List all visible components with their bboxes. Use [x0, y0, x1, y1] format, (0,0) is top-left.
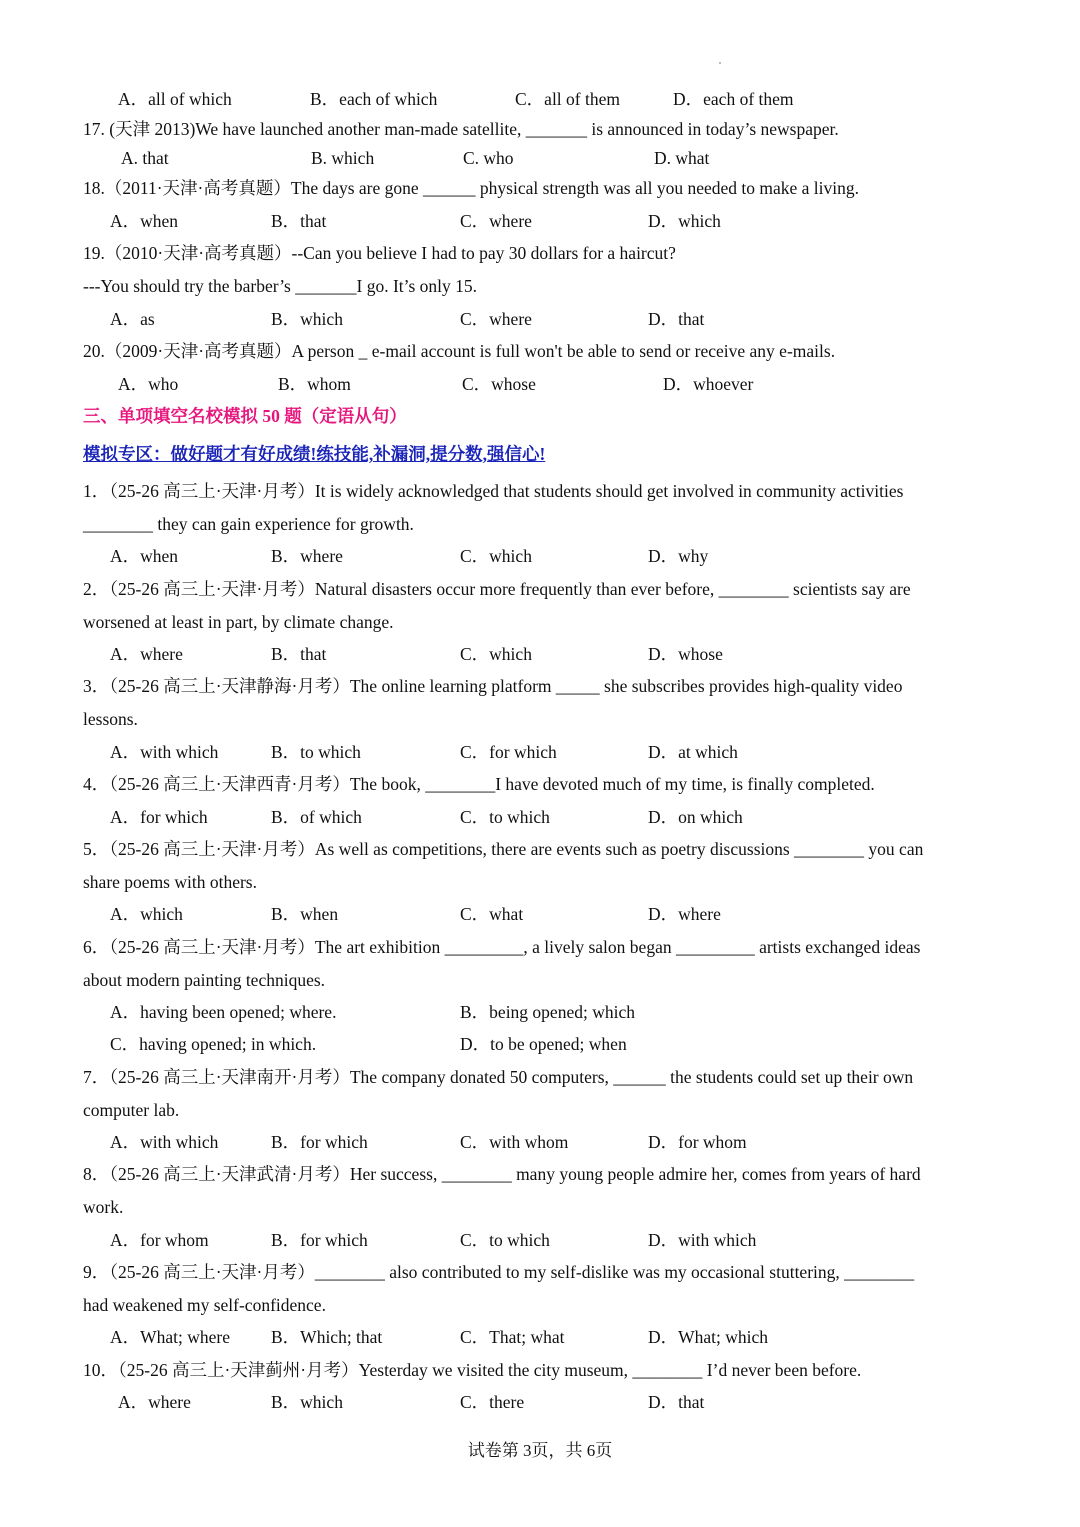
- q19-option-b: B．which: [271, 309, 343, 329]
- m8-option-b: B．for which: [271, 1230, 368, 1250]
- m5-stem-2: share poems with others.: [83, 872, 257, 892]
- m4-option-a: A．for which: [110, 807, 208, 827]
- m10-option-b: B．which: [271, 1392, 343, 1412]
- m1-stem: 1．（25-26 高三上·天津·月考）It is widely acknowledged that students should get involved in community activities: [83, 481, 904, 501]
- m9-stem: 9．（25-26 高三上·天津·月考）________ also contributed to my self-dislike was my occasional stuttering, ________: [83, 1262, 915, 1282]
- q18-option-b: B．that: [271, 211, 327, 231]
- m1-option-d: D．why: [648, 546, 709, 566]
- m6-option-a: A．having been opened; where.: [110, 1002, 337, 1022]
- m10-stem: 10．（25-26 高三上·天津蓟州·月考）Yesterday we visited the city museum, ________ I’d never been before.: [83, 1360, 862, 1380]
- m6-stem: 6．（25-26 高三上·天津·月考）The art exhibition _________, a lively salon began _________ artists exchanged ideas: [83, 937, 921, 957]
- m1-stem-2: ________ they can gain experience for growth.: [83, 514, 414, 534]
- m1-option-c: C．which: [460, 546, 532, 566]
- q19-stem: 19.（2010·天津·高考真题）--Can you believe I had to pay 30 dollars for a haircut?: [83, 243, 676, 263]
- q19-option-d: D．that: [648, 309, 705, 329]
- m3-stem-2: lessons.: [83, 709, 138, 729]
- m10-option-a: A．where: [118, 1392, 191, 1412]
- q17-option-d: D. what: [654, 148, 710, 168]
- q17-option-c: C. who: [463, 148, 514, 168]
- m3-option-c: C．for which: [460, 742, 557, 762]
- m2-stem-2: worsened at least in part, by climate change.: [83, 612, 394, 632]
- m7-option-b: B．for which: [271, 1132, 368, 1152]
- m7-option-c: C．with whom: [460, 1132, 569, 1152]
- m10-option-c: C．there: [460, 1392, 525, 1412]
- m6-stem-2: about modern painting techniques.: [83, 970, 326, 990]
- q17-stem: 17. (天津 2013)We have launched another man-made satellite, _______ is announced in today’s newspaper.: [83, 119, 839, 139]
- q17-option-a: A. that: [121, 148, 169, 168]
- m10-option-d: D．that: [648, 1392, 705, 1412]
- m5-option-d: D．where: [648, 904, 721, 924]
- m9-option-a: A．What; where: [110, 1327, 231, 1347]
- top-option-b: B．each of which: [310, 89, 438, 109]
- m4-option-b: B．of which: [271, 807, 362, 827]
- m9-option-b: B．Which; that: [271, 1327, 383, 1347]
- q19-stem-2: ---You should try the barber’s _______I go. It’s only 15.: [83, 276, 478, 296]
- m4-option-d: D．on which: [648, 807, 743, 827]
- q17-option-b: B. which: [311, 148, 375, 168]
- section-title: 三、单项填空名校模拟 50 题（定语从句）: [83, 406, 407, 426]
- m5-stem: 5．（25-26 高三上·天津·月考）As well as competitions, there are events such as poetry discussions ________ you can: [83, 839, 924, 859]
- m1-option-a: A．when: [110, 546, 179, 566]
- m4-option-c: C．to which: [460, 807, 550, 827]
- q20-option-d: D．whoever: [663, 374, 754, 394]
- q18-option-d: D．which: [648, 211, 721, 231]
- m7-option-a: A．with which: [110, 1132, 219, 1152]
- q20-option-a: A．who: [118, 374, 179, 394]
- m7-stem-2: computer lab.: [83, 1100, 180, 1120]
- q18-option-c: C．where: [460, 211, 532, 231]
- q18-stem: 18.（2011·天津·高考真题）The days are gone ______ physical strength was all you needed to make a living.: [83, 178, 859, 198]
- m6-option-d: D．to be opened; when: [460, 1034, 627, 1054]
- q19-option-a: A．as: [110, 309, 155, 329]
- top-option-c: C．all of them: [515, 89, 620, 109]
- m8-stem-2: work.: [83, 1197, 124, 1217]
- m6-option-b: B．being opened; which: [460, 1002, 635, 1022]
- m3-option-a: A．with which: [110, 742, 219, 762]
- m9-option-d: D．What; which: [648, 1327, 769, 1347]
- m6-option-c: C．having opened; in which.: [110, 1034, 317, 1054]
- m4-stem: 4．（25-26 高三上·天津西青·月考）The book, ________I have devoted much of my time, is finally completed.: [83, 774, 875, 794]
- m7-stem: 7．（25-26 高三上·天津南开·月考）The company donated 50 computers, ______ the students could set up their own: [83, 1067, 914, 1087]
- m5-option-c: C．what: [460, 904, 524, 924]
- m7-option-d: D．for whom: [648, 1132, 747, 1152]
- q20-option-b: B．whom: [278, 374, 351, 394]
- page-footer: 试卷第 3页，共 6页: [467, 1441, 613, 1460]
- m8-stem: 8．（25-26 高三上·天津武清·月考）Her success, ________ many young people admire her, comes from years of hard: [83, 1164, 921, 1184]
- q20-option-c: C．whose: [462, 374, 536, 394]
- m8-option-a: A．for whom: [110, 1230, 209, 1250]
- m2-option-b: B．that: [271, 644, 327, 664]
- q18-option-a: A．when: [110, 211, 179, 231]
- m9-stem-2: had weakened my self-confidence.: [83, 1295, 326, 1315]
- m3-option-b: B．to which: [271, 742, 361, 762]
- m2-option-d: D．whose: [648, 644, 723, 664]
- m5-option-b: B．when: [271, 904, 339, 924]
- q19-option-c: C．where: [460, 309, 532, 329]
- m8-option-c: C．to which: [460, 1230, 550, 1250]
- top-option-d: D．each of them: [673, 89, 794, 109]
- q20-stem: 20.（2009·天津·高考真题）A person _ e-mail account is full won't be able to send or receive any e-mails.: [83, 341, 836, 361]
- promo-banner: 模拟专区：做好题才有好成绩!练技能,补漏洞,提分数,强信心!: [83, 444, 546, 464]
- m2-option-c: C．which: [460, 644, 532, 664]
- m3-option-d: D．at which: [648, 742, 738, 762]
- m9-option-c: C．That; what: [460, 1327, 565, 1347]
- m2-option-a: A．where: [110, 644, 183, 664]
- m1-option-b: B．where: [271, 546, 343, 566]
- m2-stem: 2．（25-26 高三上·天津·月考）Natural disasters occur more frequently than ever before, ________ scientists say are: [83, 579, 911, 599]
- m5-option-a: A．which: [110, 904, 183, 924]
- top-option-a: A．all of which: [118, 89, 232, 109]
- scan-dot: [719, 62, 721, 64]
- m8-option-d: D．with which: [648, 1230, 757, 1250]
- m3-stem: 3．（25-26 高三上·天津静海·月考）The online learning platform _____ she subscribes provides high-quality video: [83, 676, 903, 696]
